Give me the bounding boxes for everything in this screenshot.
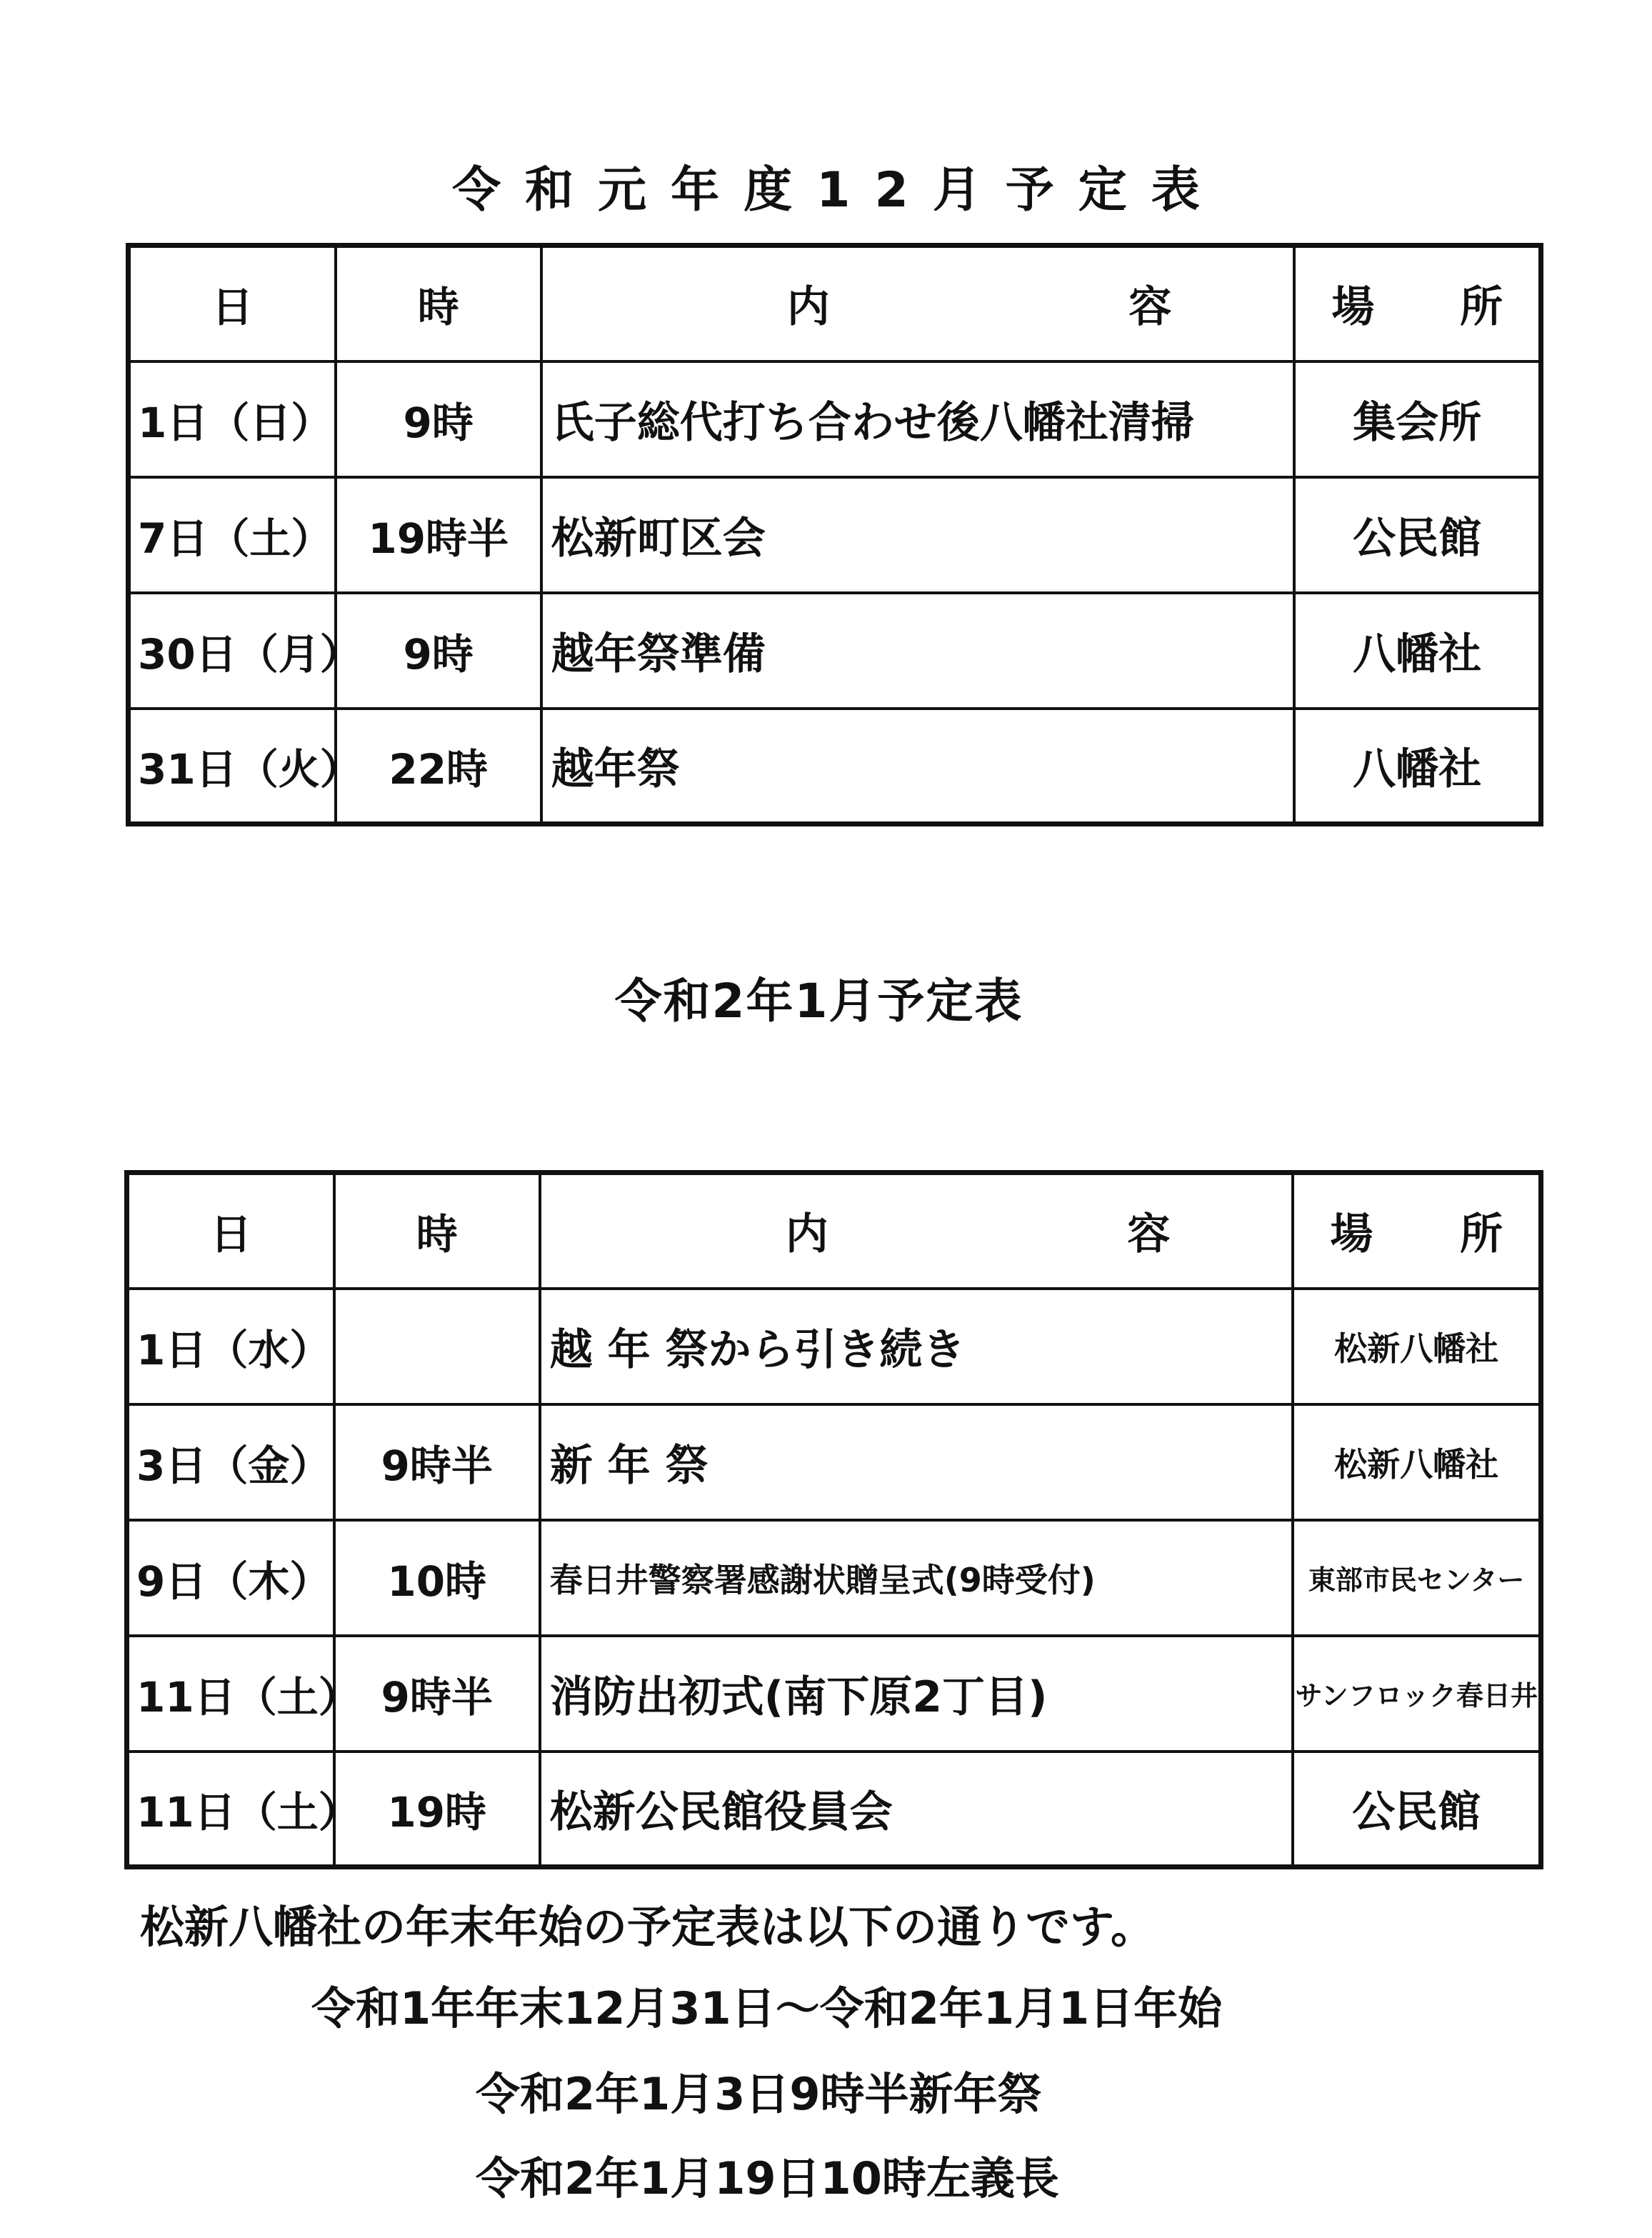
notes-line-1: 令和1年年末12月31日～令和2年1月1日年始 xyxy=(311,1982,1223,2034)
time-cell: 19時 xyxy=(334,1752,540,1867)
content-cell: 松新公民館役員会 xyxy=(540,1752,1293,1867)
header-day: 日 xyxy=(127,1173,334,1289)
time-cell: 10時 xyxy=(334,1520,540,1636)
place-cell: 公民館 xyxy=(1293,1752,1541,1867)
header-place-b: 所 xyxy=(1460,1209,1503,1260)
table-header-row xyxy=(127,1173,1541,1289)
december-title: 令和元年度12月予定表 xyxy=(452,162,1224,219)
place-cell: 八幡社 xyxy=(1294,709,1541,824)
header-content-b: 容 xyxy=(1128,282,1172,333)
header-content-b: 容 xyxy=(1127,1209,1171,1260)
december-schedule-table xyxy=(126,243,1543,826)
place-cell: 松新八幡社 xyxy=(1293,1404,1541,1520)
place-cell: 公民館 xyxy=(1294,477,1541,593)
day-cell: 3日（金） xyxy=(127,1404,334,1520)
time-cell: 9時半 xyxy=(334,1636,540,1752)
time-cell: 9時半 xyxy=(334,1404,540,1520)
table-row xyxy=(127,1752,1541,1867)
content-cell: 越年祭 xyxy=(541,709,1295,824)
table-row xyxy=(129,593,1541,709)
table-header-row xyxy=(129,246,1541,361)
table-row xyxy=(127,1636,1541,1752)
place-cell: 松新八幡社 xyxy=(1293,1289,1541,1404)
table-row xyxy=(127,1289,1541,1404)
day-cell: 1日（日） xyxy=(129,361,336,477)
header-place-a: 場 xyxy=(1331,282,1375,333)
january-schedule-table xyxy=(124,1170,1543,1869)
header-place-a: 場 xyxy=(1330,1209,1373,1260)
content-cell: 新 年 祭 xyxy=(540,1404,1293,1520)
table-row xyxy=(129,709,1541,824)
day-cell: 1日（水） xyxy=(127,1289,334,1404)
time-cell: 22時 xyxy=(336,709,541,824)
place-cell: サンフロック春日井 xyxy=(1293,1636,1541,1752)
place-cell: 八幡社 xyxy=(1294,593,1541,709)
place-cell: 東部市民センター xyxy=(1293,1520,1541,1636)
header-time: 時 xyxy=(336,246,541,361)
content-cell: 春日井警察署感謝状贈呈式(9時受付) xyxy=(540,1520,1293,1636)
time-cell: 19時半 xyxy=(336,477,541,593)
header-content xyxy=(540,1173,1293,1289)
table-row xyxy=(129,361,1541,477)
notes-intro: 松新八幡社の年末年始の予定表は以下の通りです。 xyxy=(140,1901,1156,1953)
january-title: 令和2年1月予定表 xyxy=(614,974,1023,1029)
header-place-b: 所 xyxy=(1460,282,1503,333)
content-cell: 越年祭準備 xyxy=(541,593,1295,709)
content-cell: 消防出初式(南下原2丁目) xyxy=(540,1636,1293,1752)
header-place xyxy=(1294,246,1541,361)
time-cell: 9時 xyxy=(336,593,541,709)
notes-line-2: 令和2年1月3日9時半新年祭 xyxy=(476,2068,1042,2120)
time-cell: 9時 xyxy=(336,361,541,477)
header-day: 日 xyxy=(129,246,336,361)
content-cell: 松新町区会 xyxy=(541,477,1295,593)
header-place xyxy=(1293,1173,1541,1289)
table-row xyxy=(127,1404,1541,1520)
day-cell: 7日（土） xyxy=(129,477,336,593)
header-content-a: 内 xyxy=(786,282,830,333)
place-cell: 集会所 xyxy=(1294,361,1541,477)
day-cell: 11日（土） xyxy=(127,1636,334,1752)
table-row xyxy=(127,1520,1541,1636)
day-cell: 11日（土） xyxy=(127,1752,334,1867)
table-row xyxy=(129,477,1541,593)
day-cell: 30日（月） xyxy=(129,593,336,709)
notes-line-3: 令和2年1月19日10時左義長 xyxy=(476,2152,1059,2204)
content-cell: 越 年 祭から引き続き xyxy=(540,1289,1293,1404)
header-content-a: 内 xyxy=(785,1209,828,1260)
header-content xyxy=(541,246,1295,361)
time-cell xyxy=(334,1289,540,1404)
day-cell: 9日（木） xyxy=(127,1520,334,1636)
header-time: 時 xyxy=(334,1173,540,1289)
content-cell: 氏子総代打ち合わせ後八幡社清掃 xyxy=(541,361,1295,477)
day-cell: 31日（火） xyxy=(129,709,336,824)
